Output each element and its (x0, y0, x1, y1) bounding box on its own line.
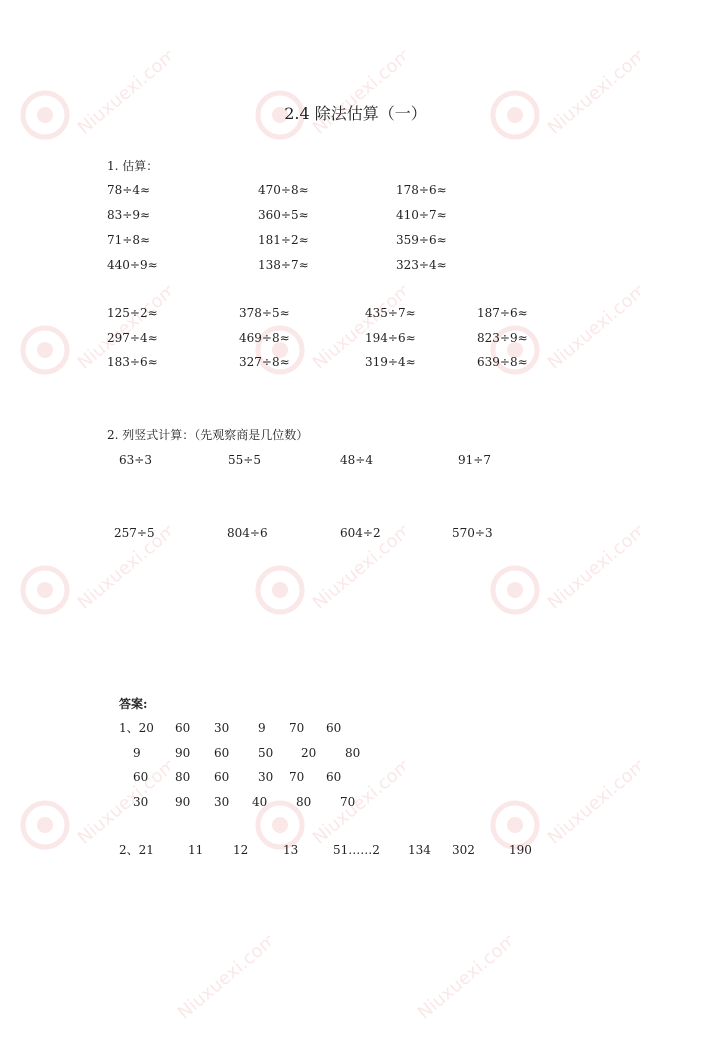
page-title: 2.4 除法估算（一） (284, 104, 427, 123)
vertical-division-problem: 604÷2 (340, 526, 381, 540)
answer-value: 9 (258, 721, 266, 735)
estimate-problem: 125÷2≈ (107, 306, 158, 320)
estimate-problem: 823÷9≈ (477, 331, 528, 345)
svg-text:Niuxuexi.com: Niuxuexi.com (73, 520, 170, 614)
svg-text:Niuxuexi.com: Niuxuexi.com (308, 520, 405, 614)
vertical-division-problem: 570÷3 (452, 526, 493, 540)
estimate-problem: 187÷6≈ (477, 306, 528, 320)
estimate-problem: 359÷6≈ (396, 233, 447, 247)
svg-text:Niuxuexi.com: Niuxuexi.com (543, 280, 640, 374)
answer-value: 1、20 (119, 721, 154, 735)
estimate-problem: 639÷8≈ (477, 355, 528, 369)
estimate-problem: 470÷8≈ (258, 183, 309, 197)
svg-text:Niuxuexi.com: Niuxuexi.com (308, 280, 405, 374)
answer-value: 9 (133, 746, 141, 760)
answer-value: 12 (233, 843, 249, 857)
answer-value: 2、21 (119, 843, 154, 857)
answer-value: 90 (175, 795, 191, 809)
answer-value: 30 (214, 721, 230, 735)
vertical-division-problem: 48÷4 (340, 453, 373, 467)
vertical-division-problem: 257÷5 (114, 526, 155, 540)
estimate-problem: 78÷4≈ (107, 183, 151, 197)
estimate-problem: 378÷5≈ (239, 306, 290, 320)
answer-value: 20 (301, 746, 317, 760)
answer-value: 13 (283, 843, 299, 857)
answer-value: 302 (452, 843, 475, 857)
answer-value: 60 (214, 770, 230, 784)
answer-value: 51……2 (333, 843, 380, 857)
estimate-problem: 181÷2≈ (258, 233, 309, 247)
answer-value: 70 (289, 770, 305, 784)
answer-value: 60 (214, 746, 230, 760)
estimate-problem: 83÷9≈ (107, 208, 151, 222)
vertical-division-problem: 63÷3 (119, 453, 152, 467)
svg-text:Niuxuexi.com: Niuxuexi.com (308, 755, 405, 849)
estimate-problem: 435÷7≈ (365, 306, 416, 320)
estimate-problem: 323÷4≈ (396, 258, 447, 272)
answer-value: 70 (289, 721, 305, 735)
answer-value: 60 (326, 721, 342, 735)
estimate-problem: 138÷7≈ (258, 258, 309, 272)
vertical-division-problem: 55÷5 (228, 453, 261, 467)
estimate-problem: 71÷8≈ (107, 233, 151, 247)
answer-value: 80 (175, 770, 191, 784)
svg-text:Niuxuexi.com: Niuxuexi.com (173, 930, 270, 1024)
watermark-logo-icon (490, 520, 640, 630)
estimate-problem: 469÷8≈ (239, 331, 290, 345)
section1-heading: 1. 估算： (107, 159, 159, 173)
svg-text:Niuxuexi.com: Niuxuexi.com (543, 520, 640, 614)
answer-value: 90 (175, 746, 191, 760)
watermark-logo-icon (255, 520, 405, 630)
answer-value: 50 (258, 746, 274, 760)
watermark-logo-icon (120, 930, 270, 1040)
answer-value: 30 (133, 795, 149, 809)
vertical-division-problem: 804÷6 (227, 526, 268, 540)
section2-heading: 2. 列竖式计算：（先观察商是几位数） (107, 428, 309, 442)
watermark-logo-icon (255, 45, 405, 155)
answer-value: 190 (509, 843, 532, 857)
answer-value: 40 (252, 795, 268, 809)
vertical-division-problem: 91÷7 (458, 453, 491, 467)
estimate-problem: 360÷5≈ (258, 208, 309, 222)
svg-text:Niuxuexi.com: Niuxuexi.com (73, 755, 170, 849)
answer-value: 60 (326, 770, 342, 784)
estimate-problem: 319÷4≈ (365, 355, 416, 369)
answer-value: 80 (345, 746, 361, 760)
svg-text:Niuxuexi.com: Niuxuexi.com (73, 280, 170, 374)
watermark-logo-icon (490, 45, 640, 155)
svg-text:Niuxuexi.com: Niuxuexi.com (413, 930, 510, 1024)
answer-value: 60 (133, 770, 149, 784)
estimate-problem: 297÷4≈ (107, 331, 158, 345)
answers-heading: 答案: (119, 697, 148, 711)
estimate-problem: 183÷6≈ (107, 355, 158, 369)
answer-value: 11 (188, 843, 204, 857)
estimate-problem: 440÷9≈ (107, 258, 158, 272)
svg-text:Niuxuexi.com: Niuxuexi.com (543, 45, 640, 139)
watermark-logo-icon (20, 45, 170, 155)
answer-value: 70 (340, 795, 356, 809)
answer-value: 30 (258, 770, 274, 784)
svg-text:Niuxuexi.com: Niuxuexi.com (543, 755, 640, 849)
answer-value: 134 (408, 843, 431, 857)
answer-value: 60 (175, 721, 191, 735)
watermark-logo-icon (360, 930, 510, 1040)
svg-text:Niuxuexi.com: Niuxuexi.com (308, 45, 405, 139)
svg-text:Niuxuexi.com: Niuxuexi.com (73, 45, 170, 139)
answer-value: 30 (214, 795, 230, 809)
answer-value: 80 (296, 795, 312, 809)
estimate-problem: 178÷6≈ (396, 183, 447, 197)
estimate-problem: 410÷7≈ (396, 208, 447, 222)
estimate-problem: 327÷8≈ (239, 355, 290, 369)
estimate-problem: 194÷6≈ (365, 331, 416, 345)
